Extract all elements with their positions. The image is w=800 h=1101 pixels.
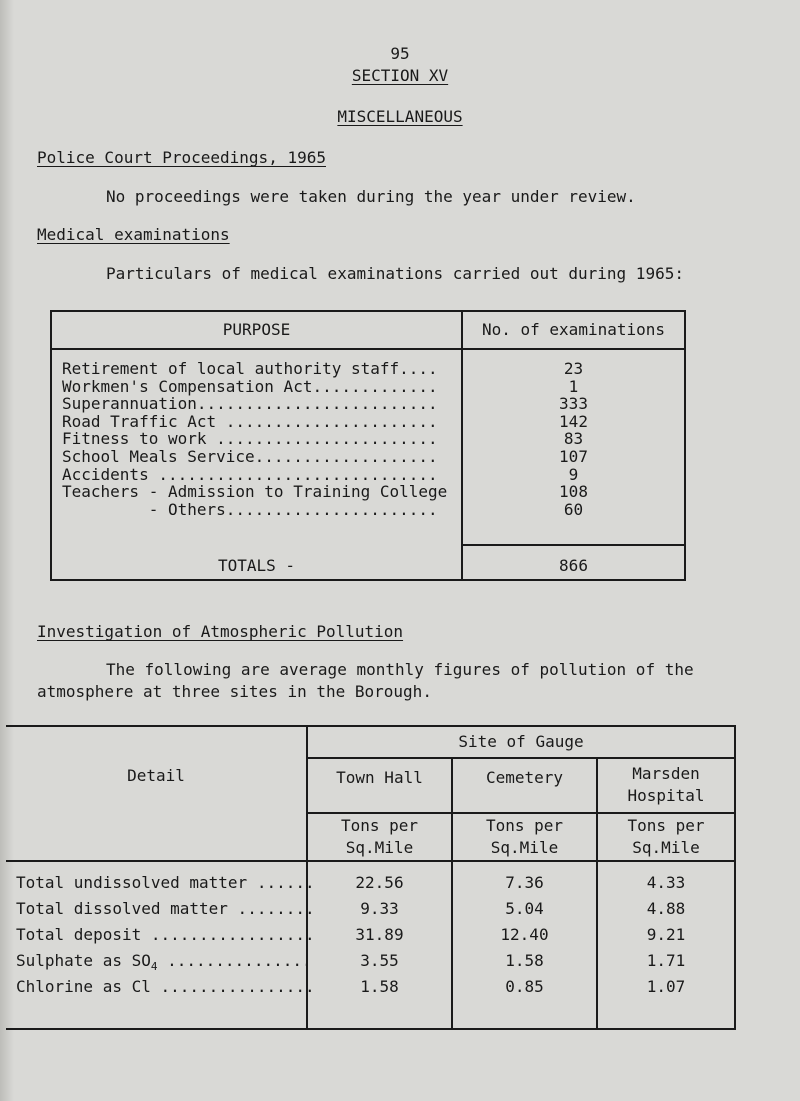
site-unit-header: Tons per Sq.Mile <box>340 816 419 857</box>
site-unit-header: Tons per Sq.Mile <box>627 816 705 857</box>
pollution-intro-line1: The following are average monthly figures of pollution of the <box>106 660 694 679</box>
page-number: 95 <box>390 44 410 63</box>
totals-value: 866 <box>559 556 588 575</box>
table-header-rule <box>52 348 684 350</box>
purpose-cell: Accidents ............................. <box>62 465 438 484</box>
value-cell: 9.33 <box>360 899 399 918</box>
count-cell: 60 <box>563 499 584 519</box>
site-name-header: Cemetery <box>485 768 564 787</box>
purpose-cell: School Meals Service................... <box>62 448 438 466</box>
detail-cell: Chlorine as Cl ................ <box>16 977 315 996</box>
purpose-cell: Teachers - Admission to Training College <box>62 483 448 502</box>
value-cell: 5.04 <box>505 899 544 918</box>
purpose-cell: Workmen's Compensation Act............. <box>62 377 438 396</box>
detail-cell: Total undissolved matter ...... <box>16 873 315 892</box>
site-unit-header: Tons per Sq.Mile <box>485 816 564 857</box>
value-cell: 4.88 <box>646 899 686 918</box>
site-name-header: Town Hall <box>336 768 423 787</box>
row-divider <box>306 757 734 759</box>
table-totals-rule <box>461 544 684 546</box>
col-count-header: No. of examinations <box>481 320 666 339</box>
count-cell: 1 <box>568 376 579 396</box>
value-cell: 4.33 <box>646 873 686 892</box>
value-cell: 12.40 <box>500 925 549 944</box>
site-group-header: Site of Gauge <box>458 732 584 751</box>
site-name-header: Marsden Hospital <box>627 764 705 805</box>
pollution-intro-line2: atmosphere at three sites in the Borough. <box>37 682 432 701</box>
police-text: No proceedings were taken during the year under review. <box>106 187 636 206</box>
value-cell: 31.89 <box>355 925 404 944</box>
page-heading: MISCELLANEOUS <box>337 107 463 126</box>
value-cell: 1.58 <box>505 951 544 970</box>
value-cell: 3.55 <box>360 951 399 970</box>
section-title: SECTION XV <box>351 66 449 85</box>
medical-heading: Medical examinations <box>37 225 230 244</box>
count-cell: 142 <box>559 411 588 431</box>
col-purpose-header: PURPOSE <box>222 320 291 339</box>
police-heading: Police Court Proceedings, 1965 <box>37 148 326 167</box>
detail-cell: Sulphate as $SO_4$ ............... <box>16 951 312 974</box>
count-cell: 333 <box>559 394 588 414</box>
row-divider <box>6 860 734 862</box>
value-cell: 1.71 <box>646 951 686 970</box>
col-detail-header: Detail <box>127 766 185 785</box>
purpose-cell: Retirement of local authority staff.... <box>62 360 438 378</box>
purpose-cell: Road Traffic Act ...................... <box>62 412 438 431</box>
value-cell: 1.07 <box>646 977 686 996</box>
totals-label: TOTALS - <box>217 556 296 575</box>
medical-table <box>50 310 686 581</box>
purpose-cell: Superannuation......................... <box>62 395 438 414</box>
value-cell: 1.58 <box>360 977 399 996</box>
count-cell: 107 <box>559 447 588 466</box>
count-cell: 23 <box>563 359 584 378</box>
value-cell: 7.36 <box>505 873 544 892</box>
detail-cell: Total deposit ................. <box>16 925 315 944</box>
medical-intro: Particulars of medical examinations carried out during 1965: <box>106 264 684 283</box>
row-divider <box>306 812 734 814</box>
purpose-cell: Fitness to work ....................... <box>62 430 438 449</box>
value-cell: 22.56 <box>355 873 404 892</box>
value-cell: 9.21 <box>646 925 686 944</box>
detail-cell: Total dissolved matter ........ <box>16 899 315 918</box>
count-cell: 108 <box>559 482 588 502</box>
count-cell: 9 <box>568 464 579 484</box>
purpose-cell: - Others...................... <box>62 500 438 519</box>
pollution-heading: Investigation of Atmospheric Pollution <box>37 622 404 641</box>
pollution-table <box>6 725 736 1030</box>
count-cell: 83 <box>563 429 584 449</box>
value-cell: 0.85 <box>505 977 544 996</box>
